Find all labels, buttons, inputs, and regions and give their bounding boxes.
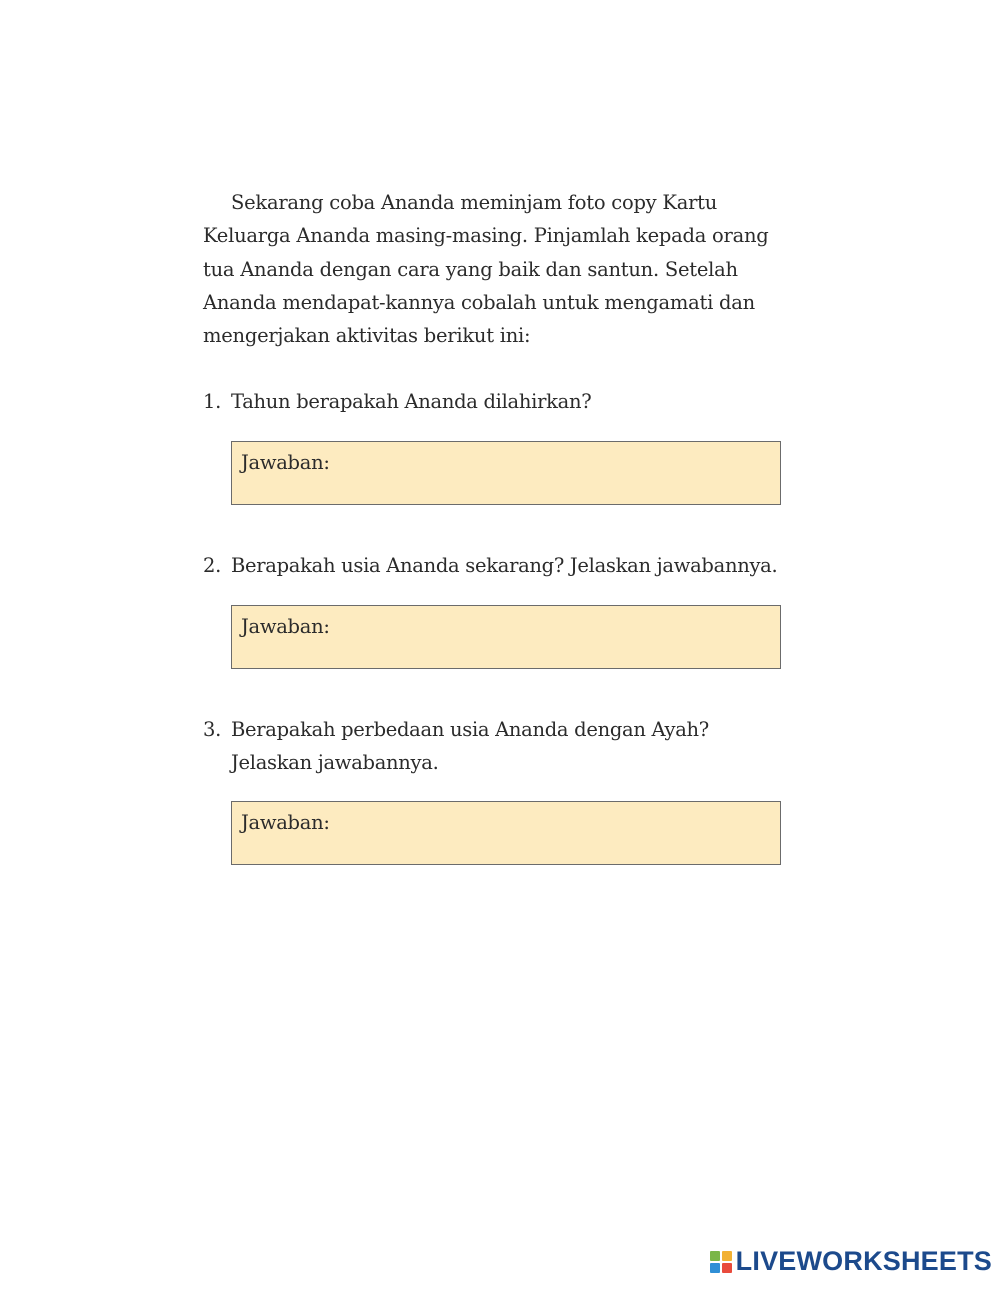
brand-name: LIVEWORKSHEETS — [735, 1246, 992, 1276]
question-2-text: Berapakah usia Ananda sekarang? Jelaskan jawabannya. — [231, 554, 778, 578]
liveworksheets-brand[interactable] — [710, 1246, 992, 1277]
answer-label-3: Jawaban: — [241, 811, 330, 835]
answer-label-1: Jawaban: — [241, 451, 330, 475]
question-1 — [203, 385, 783, 418]
answer-box-1[interactable] — [231, 441, 781, 505]
question-2 — [203, 549, 783, 582]
question-1-number: 1. — [203, 390, 222, 414]
question-2-number: 2. — [203, 554, 222, 578]
liveworksheets-logo-icon — [710, 1251, 732, 1273]
question-3 — [203, 713, 783, 779]
intro-paragraph: Sekarang coba Ananda meminjam foto copy Kartu Keluarga Ananda masing-masing. Pinjamlah kepada orang tua Ananda dengan cara yang baik dan santun. Setelah Ananda mendapat-kannya cobalah untuk mengamati dan mengerjakan aktivitas berikut ini: — [203, 191, 769, 348]
answer-label-2: Jawaban: — [241, 615, 330, 639]
worksheet-content — [203, 186, 783, 865]
logo-tile-blue — [710, 1263, 720, 1273]
question-3-number: 3. — [203, 718, 222, 742]
logo-tile-yellow — [722, 1251, 732, 1261]
question-3-text: Berapakah perbedaan usia Ananda dengan Ayah? Jelaskan jawabannya. — [231, 718, 709, 775]
question-1-text: Tahun berapakah Ananda dilahirkan? — [231, 390, 592, 414]
answer-box-3[interactable] — [231, 801, 781, 865]
answer-box-2[interactable] — [231, 605, 781, 669]
logo-tile-green — [710, 1251, 720, 1261]
logo-tile-red — [722, 1263, 732, 1273]
